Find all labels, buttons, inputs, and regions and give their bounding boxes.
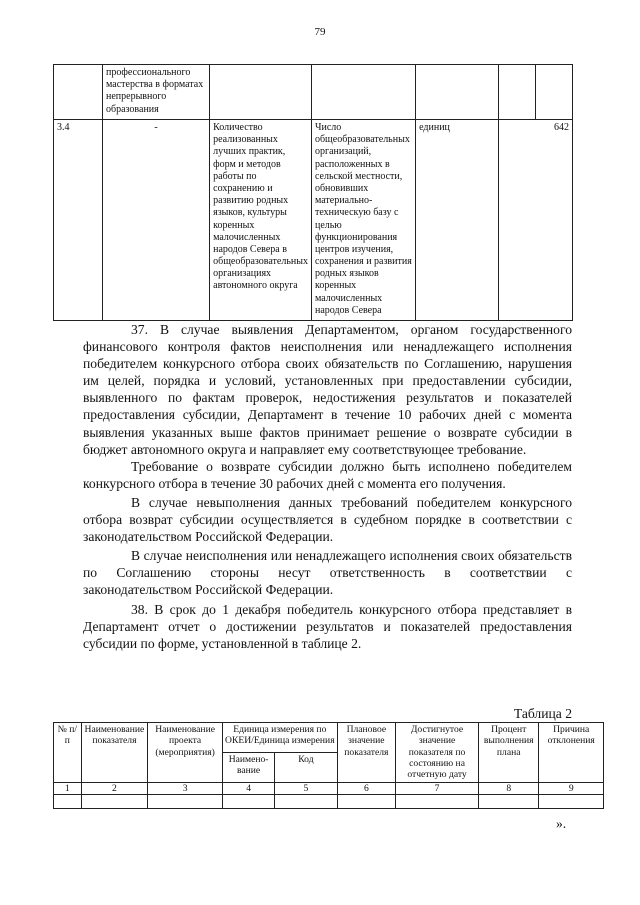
table-cell [222,794,274,808]
report-table [53,722,604,809]
table-cell-num [54,65,103,120]
column-number: 7 [396,782,479,794]
table-cell [81,794,148,808]
table-row [54,65,573,120]
table-cell-result: Количество реализованных лучших практик, форм и методов работы по сохранению и развитию родных языков, культуры коренных малочисленных народов Севера в общеобразовательных организациях автономного округа [210,120,312,321]
column-number: 4 [222,782,274,794]
header-planned: Плановое значение показателя [337,723,395,783]
table-cell [148,794,223,808]
table-cell [479,794,539,808]
paragraph-38: 38. В срок до 1 декабря победитель конкурсного отбора представляет в Департамент отчет о достижении результатов и показателей предоставления субсидии по форме, установленной в таблице 2. [83,601,572,651]
header-unit-code: Код [275,752,337,782]
table-cell-value [535,65,572,120]
column-number: 9 [539,782,604,794]
table-cell [275,794,337,808]
table-cell-name: - [103,120,210,321]
table-row [54,120,573,321]
table-row [54,794,604,808]
column-number: 8 [479,782,539,794]
table-cell [54,794,82,808]
document-body [83,321,572,652]
table-cell-name: профессионального мастерства в форматах непрерывного образования [103,65,210,120]
table-caption: Таблица 2 [513,706,572,721]
paragraph-liability: В случае неисполнения или ненадлежащего исполнения своих обязательств по Соглашению стороны несут ответственность в соответствии с законодательством Российской Федерации. [83,548,572,598]
column-number: 2 [81,782,148,794]
column-number: 3 [148,782,223,794]
header-reason: Причина отклонения [539,723,604,783]
column-number: 1 [54,782,82,794]
table-cell-unit [498,65,535,120]
table-cell-result [311,65,415,120]
table-cell-num: 3.4 [54,120,103,321]
header-unit-group: Единица измерения по ОКЕИ/Единица измерения [222,723,337,753]
header-percent: Процент выполнения плана [479,723,539,783]
header-unit-name: Наимено-вание [222,752,274,782]
table-cell-value: 642 [498,120,573,321]
table-cell-project [210,65,312,120]
paragraph-court-refund: В случае невыполнения данных требований победителем конкурсного отбора возврат субсидии осуществляется в судебном порядке в соответствии с законодательством Российской Федерации. [83,494,572,545]
paragraph-37: 37. В случае выявления Департаментом, органом государственного финансового контроля фактов неисполнения или ненадлежащего исполнения победителем конкурсного отбора своих обязательств по Соглашению, нарушения им целей, порядка и условий, установленных при предоставлении субсидии, выявленного по фактам проверок, недостижения результатов и показателей предоставления субсидии, Департамент в течение 10 рабочих дней с момента выявления указанных выше фактов принимает решение о возврате субсидии в бюджет автономного округа и направляет ему соответствующее требование. [83,322,572,457]
table-cell [337,794,395,808]
header-achieved: Достигнутое значение показателя по состоянию на отчетную дату [396,723,479,783]
indicators-table [53,64,573,321]
table-cell-indicator [416,65,498,120]
table-cell-indicator: Число общеобразовательных организаций, расположенных в сельской местности, обновивших материально-техническую базу с целью функционирования центров изучения, сохранения и развития родных языков коренных малочисленных народов Севера [311,120,415,321]
table-cell [396,794,479,808]
paragraph-refund-requirement: Требование о возврате субсидии должно быть исполнено победителем конкурсного отбора в течение 30 рабочих дней с момента его получения. [83,458,572,491]
column-number: 6 [337,782,395,794]
header-project-name: Наименование проекта (мероприятия) [148,723,223,783]
table-row [54,782,604,794]
closing-quote-mark: ». [556,816,567,831]
table-cell-unit: единиц [416,120,498,321]
table-header-row [54,723,604,753]
column-number: 5 [275,782,337,794]
header-indicator-name: Наименование показателя [81,723,148,783]
page-number: 79 [314,26,326,38]
header-num: № п/п [54,723,82,783]
table-cell [539,794,604,808]
